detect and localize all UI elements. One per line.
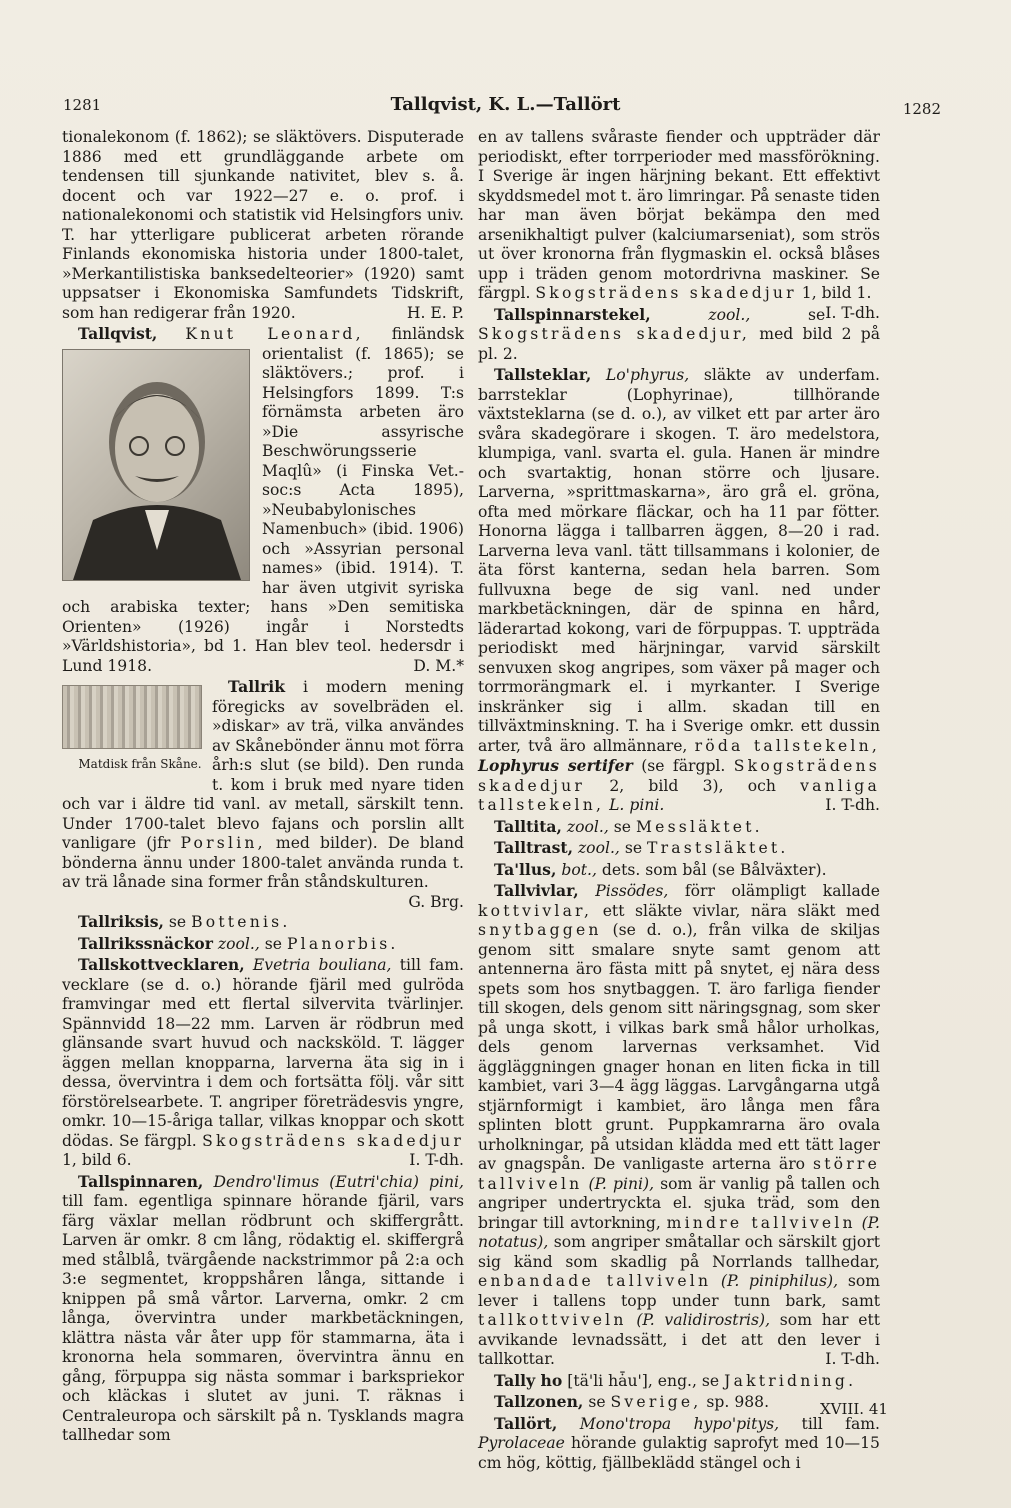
signature: I. T-dh. xyxy=(825,1350,880,1368)
wooden-dish-image xyxy=(62,685,202,749)
entry-tallus: Ta'llus, bot., dets. som bål (se Bålväxter). xyxy=(494,859,827,879)
left-column xyxy=(62,128,464,1447)
entry-continuation: en av tallens svåraste fiender och uppträder där periodiskt, efter torrperioder med massförökning. I Sverige är ingen härjning bekant. Ett effektivt skyddsmedel mot t. äro limringar. På senaste tiden har man även börjat bekämpa den med arsenikhaltigt pulver (kalciumarseniat), som strös ut över kronorna från flygmaskin el. också blåses upp i träden genom motordrivna maskiner. Se färgpl. Skogsträdens skadedjur 1, bild 1. I. T-dh. xyxy=(478,128,880,322)
signature: I. T-dh. xyxy=(825,303,880,322)
entry-continuation: tionalekonom (f. 1862); se släktövers. Disputerade 1886 med ett grundläggande arbete om tendensen till sjunkande nativitet, blev s. å. docent och var 1922—27 e. o. prof. i nationalekonomi och statistik vid Helsingfors univ. T. har ytterligare publicerat arbeten rörande Finlands ekonomiska historia under 1800-talet, »Merkantilistiska banksedelteorier» (1920) samt uppsatser i Ekonomiska Samfundets Tidskrift, som han redigerar från 1920. H. E. P. xyxy=(62,128,464,322)
entry-tallzonen: Tallzonen, se Sverige, sp. 988. xyxy=(494,1392,770,1411)
entry-tallrik: Tallrik Matdisk från Skåne. i modern mening föregicks av sovelbräden el. »diskar» av trä, vilka användes av Skånebönder ännu mot förra årh:s slut (se bild). Den runda t. kom i bruk med nyare tiden och var i äldre tid vanl. av metall, särskilt tenn. Under 1700-talet blevo fajans och porslin allt vanligare (jfr Porslin, med bilder). De bland bönderna ännu under 1800-talet använda runda t. av trä lånade sina former från ståndskulturen. G. Brg. xyxy=(62,677,464,911)
signature: D. M.* xyxy=(413,656,464,675)
entry-tally-ho: Tally ho [tä'li hǡu'], eng., se Jaktridning. xyxy=(494,1370,857,1390)
signature: G. Brg. xyxy=(408,892,464,911)
entry-tallvivlar: Tallvivlar, Pissödes, förr olämpligt kallade kottvivlar, ett släkte vivlar, nära släkt med snytbaggen (se d. o.), från vilka de skiljas genom sitt smalare snyte samt genom att antennerna äro fästa mitt på snytet, ej nära dess spets som hos snytbaggen. T. äro farliga fiender till skogen, dels genom sitt näringsgnag, som sker på unga skott, i vilkas bark små hålor urholkas, dels genom larvernas verksamhet. Vid äggläggningen gnager honan en liten ficka in till kambiet, vari 3—4 ägg läggas. Larvgångarna utgå stjärnformigt i kambiet, äro långa men fåra splinten blott grunt. Puppkamrarna äro ovala urholkningar, på utsidan klädda med ett tätt lager av gnagspån. De vanligaste arterna äro större tallviveln (P. pini), som är vanlig på tallen och angriper undertryckta el. sjuka träd, som den bringar till avtorkning, mindre tallviveln (P. notatus), som angriper småtallar och särskilt gjort sig känd som skadlig på Norrlands tallhedar, enbandade tallviveln (P. piniphilus), som lever i tallens topp under tunn bark, samt tallkottviveln (P. validirostris), som har ett avvikande levnadssätt, i det att den lever i tallkottar. I. T-dh. xyxy=(478,881,880,1368)
page-number-right: 1282 xyxy=(902,100,941,118)
dish-figure xyxy=(62,685,202,775)
entry-talltrast: Talltrast, zool., se Trastsläktet. xyxy=(494,838,789,857)
right-column xyxy=(478,128,880,1474)
running-title: Tallqvist, K. L.—Tallört xyxy=(390,94,621,115)
entry-tallspinnarstekel: Tallspinnarstekel, zool., se Skogsträdens skadedjur, med bild 2 på pl. 2. xyxy=(478,304,880,363)
portrait-photo xyxy=(62,349,250,581)
signature: I. T-dh. xyxy=(825,796,880,814)
page-number-left: 1281 xyxy=(63,96,102,114)
entry-tallspinnaren: Tallspinnaren, Dendro'limus (Eutri'chia) pini, till fam. egentliga spinnare hörande fjäril, vars färg växlar mellan rödbrunt och skiffergrått. Larven är omkr. 8 cm lång, rödaktig el. skiffergrå med stålblå, tvärgående nackstrimmor på 2:a och 3:e segmentet, kroppshåren långa, sittande i knippen på små vårtor. Larverna, omkr. 2 cm långa, övervintra under markbetäckningen, klättra nästa vår åter upp för stammarna, äta i kronorna hela sommaren, övervintra ännu en gång, förpuppa sig nästa sommar i barkspriekor och kläckas i slutet av juni. T. räknas i Centraleuropa och särskilt på n. Tysklands magra tallhedar som xyxy=(62,1171,464,1444)
entry-tallriksis: Tallriksis, se Bottenis. xyxy=(78,912,291,931)
entry-tallrikssnackor: Tallrikssnäckor zool., se Planorbis. xyxy=(78,933,399,953)
figure-caption: Matdisk från Skåne. xyxy=(78,757,202,771)
sheet-signature: XVIII. 41 xyxy=(820,1400,888,1418)
entry-tallqvist-knut: Tallqvist, Knut Leonard, finländsk orientalist (f. 1865); se släktövers.; prof. i Helsingfors 1899. T:s förnämsta arbeten äro »Die assyrische Beschwörungsserie Maqlû» (i Finska Vet.-soc:s Acta 1895), »Neubabylonisches Namenbuch» (ibid. 1906) och »Assyrian personal names» (ibid. 1914). T. har även utgivit syriska och arabiska texter; hans »Den semitiska Orienten» (1926) ingår i Norstedts »Världshistoria», bd 1. Han blev teol. hedersdr i Lund 1918. D. M.* xyxy=(62,324,465,675)
signature: I. T-dh. xyxy=(409,1151,464,1169)
entry-tallskottvecklaren: Tallskottvecklaren, Evetria bouliana, till fam. vecklare (se d. o.) hörande fjäril med gulröda framvingar med ett flertal silvervita tvärlinjer. Spännvidd 18—22 mm. Larven är rödbrun med glänsande svart huvud och nacksköld. T. lägger äggen mellan knopparna, larverna äta sig in i dessa, övervintra i dem och fortsätta följ. vår sitt förstörelsearbete. T. angriper företrädesvis yngre, omkr. 10—15-åriga tallar, vilkas knoppar och skott dödas. Se färgpl. Skogsträdens skadedjur 1, bild 6. I. T-dh. xyxy=(62,955,464,1169)
signature: H. E. P. xyxy=(406,303,464,322)
entry-tallort: Tallört, Mono'tropa hypo'pitys, till fam. Pyrolaceae hörande gulaktig saprofyt med 10—15 cm hög, köttig, fjällbeklädd stängel och i xyxy=(478,1413,880,1472)
entry-keyword: Tallrik xyxy=(228,677,286,696)
entry-tallsteklar: Tallsteklar, Lo'phyrus, släkte av underfam. barrsteklar (Lophyrinae), tillhörande växtsteklarna (se d. o.), av vilket ett par arter äro svåra skadegörare i skogen. T. äro medelstora, klumpiga, vanl. svarta el. gula. Hanen är mindre och svartaktig, honan större och ljusare. Larverna, »sprittmaskarna», äro grå el. gröna, ofta med mörkare fläckar, och ha 11 par fötter. Honorna lägga i tallbarren äggen, 8—20 i rad. Larverna leva vanl. tätt tillsammans i kolonier, de äta först kanterna, sedan hela barren. Som fullvuxna bege de sig vanl. ned under markbetäckningen, där de spinna en hård, läderartad kokong, vari de förpuppas. T. uppträda periodiskt med härjningar, varvid särskilt senvuxen skog angripes, som växer på mager och torrmorängmark el. i myrkanter. I Sverige inskränker sig i allm. skadan till en tillväxtminskning. T. ha i Sverige omkr. ett dussin arter, två äro allmännare, röda tallstekeln, Lophyrus sertifer (se färgpl. Skogsträdens skadedjur 2, bild 3), och vanliga tallstekeln, L. pini. I. T-dh. xyxy=(478,365,880,814)
entry-talltita: Talltita, zool., se Messläktet. xyxy=(494,816,763,836)
entry-keyword: Tallqvist, xyxy=(78,324,158,343)
